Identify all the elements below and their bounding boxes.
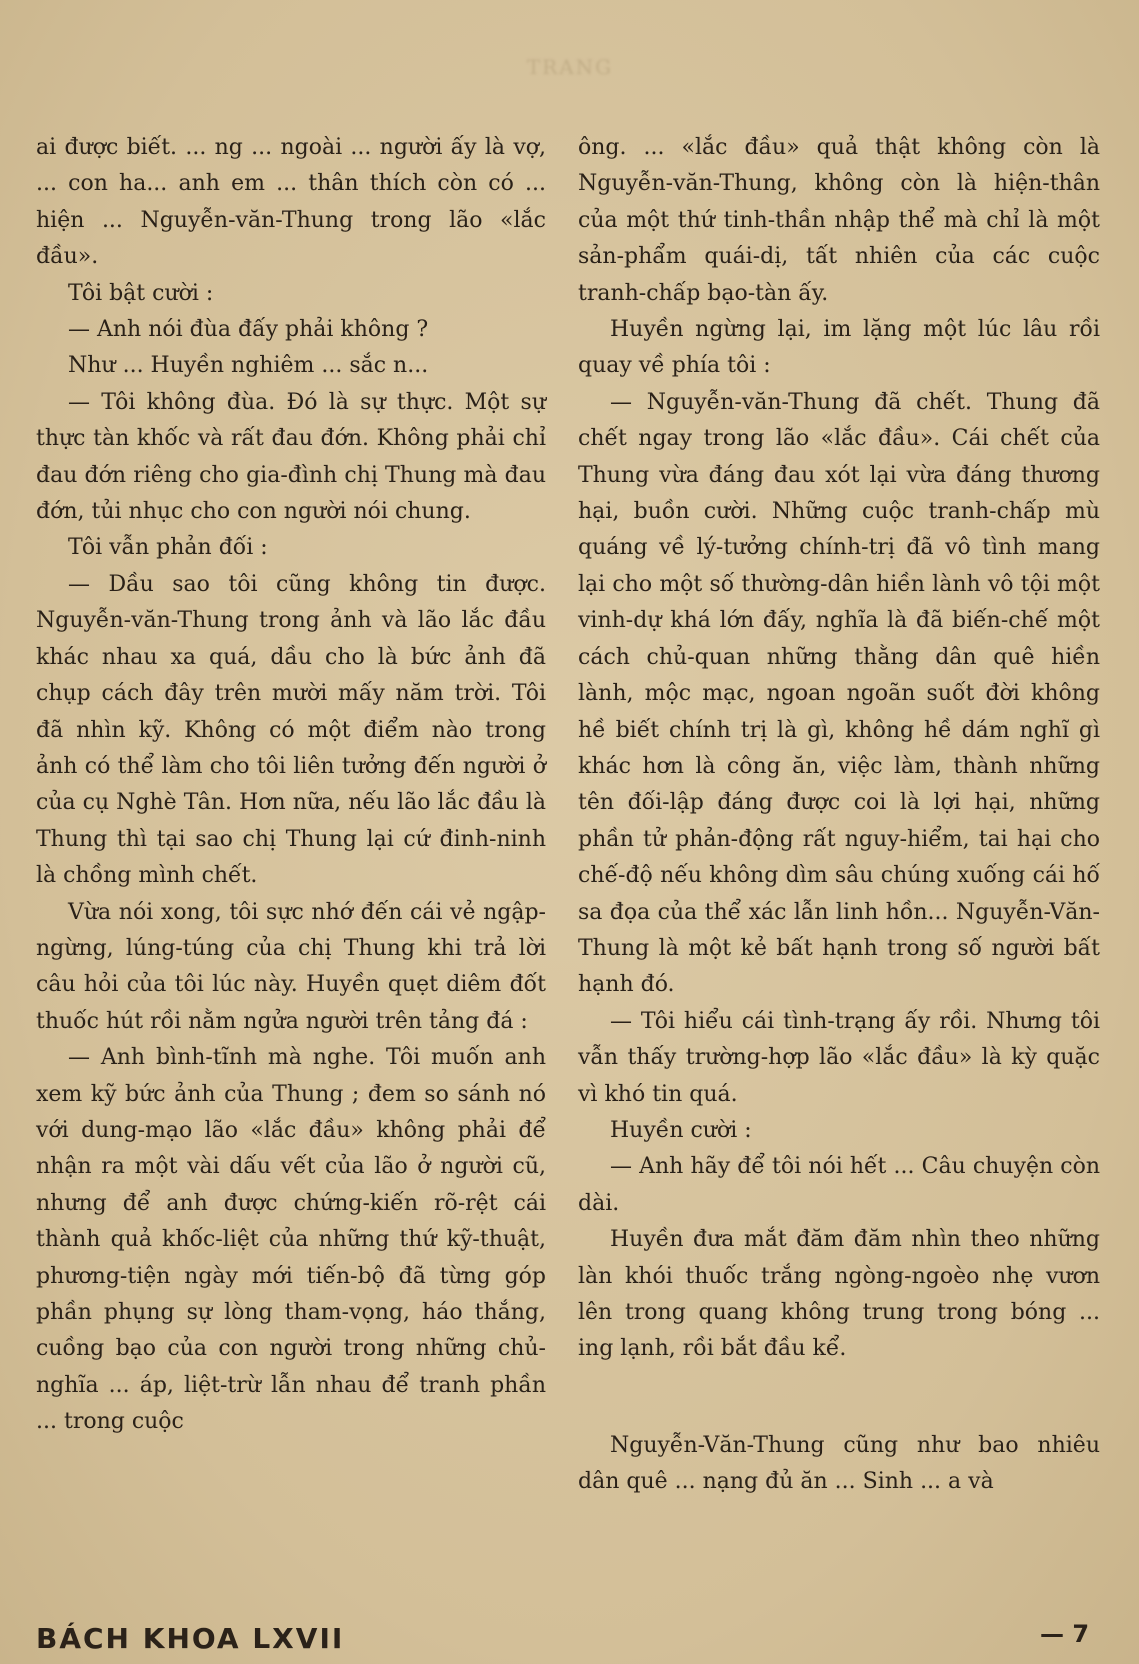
left-paragraph-9: — Anh bình-tĩnh mà nghe. Tôi muốn anh xem kỹ bức ảnh của Thung ; đem so sánh nó với dung-mạo lão «lắc đầu» không phải để nhận ra một vài dấu vết của lão ở người cũ, nhưng để anh được chứng-kiến rõ-rệt cái thành quả khốc-liệt của những thứ kỹ-thuật, phương-tiện ngày mới tiến-bộ đã từng góp phần phụng sự lòng tham-vọng, háo thắng, cuồng bạo của con người trong những chủ-nghĩa ... áp, liệt-trừ lẫn nhau để tranh phần ... trong cuộc	[36, 1045, 546, 1435]
header-mark: TRANG	[526, 55, 614, 79]
left-paragraph-8: Vừa nói xong, tôi sực nhớ đến cái vẻ ngập-ngừng, lúng-túng của chị Thung khi trả lời câu hỏi của tôi lúc này. Huyền quẹt diêm đốt thuốc hút rồi nằm ngửa người trên tảng đá :	[36, 899, 546, 1034]
left-paragraph-7: — Dầu sao tôi cũng không tin được. Nguyễn-văn-Thung trong ảnh và lão lắc đầu khác nhau xa quá, dầu cho là bức ảnh đã chụp cách đây trên mười mấy năm trời. Tôi đã nhìn kỹ. Không có một điểm nào trong ảnh có thể làm cho tôi liên tưởng đến người ở của cụ Nghè Tân. Hơn nữa, nếu lão lắc đầu là Thung thì tại sao chị Thung lại cứ đinh-ninh là chồng mình chết.	[36, 571, 546, 889]
right-paragraph-8: Nguyễn-Văn-Thung cũng như bao nhiêu dân quê ... nạng đủ ăn ... Sinh ... a và	[578, 1432, 1100, 1495]
right-paragraph-6: — Anh hãy để tôi nói hết ... Câu chuyện còn dài.	[578, 1154, 1100, 1216]
left-column	[36, 130, 546, 1441]
left-paragraph-6: Tôi vẫn phản đối :	[68, 535, 268, 561]
page-number: — 7	[1040, 1620, 1090, 1648]
left-paragraph-5: — Tôi không đùa. Đó là sự thực. Một sự thực tàn khốc và rất đau đớn. Không phải chỉ đau đớn riêng cho gia-đình chị Thung mà đau đớn, tủi nhục cho con người nói chung.	[36, 389, 546, 525]
right-paragraph-4: — Tôi hiểu cái tình-trạng ấy rồi. Nhưng tôi vẫn thấy trường-hợp lão «lắc đầu» là kỳ quặc vì khó tin quá.	[578, 1008, 1100, 1107]
left-paragraph-4: Như ... Huyền nghiêm ... sắc n...	[68, 353, 429, 379]
right-paragraph-5: Huyền cười :	[610, 1117, 752, 1143]
right-paragraph-2: Huyền ngừng lại, im lặng một lúc lâu rồi quay về phía tôi :	[578, 317, 1100, 379]
left-paragraph-1: ai được biết. ... ng ... ngoài ... người ấy là vợ, ... con ha... anh em ... thân thích còn có ... hiện ... Nguyễn-văn-Thung trong lão «lắc đầu».	[36, 135, 546, 270]
left-paragraph-2: Tôi bật cười :	[68, 280, 214, 306]
magazine-footer-title: BÁCH KHOA LXVII	[36, 1622, 345, 1655]
right-paragraph-1: ông. ... «lắc đầu» quả thật không còn là Nguyễn-văn-Thung, không còn là hiện-thân của một thứ tinh-thần nhập thể mà chỉ là một sản-phẩm quái-dị, tất nhiên của các cuộc tranh-chấp bạo-tàn ấy.	[578, 135, 1100, 306]
right-paragraph-3: — Nguyễn-văn-Thung đã chết. Thung đã chết ngay trong lão «lắc đầu». Cái chết của Thung vừa đáng đau xót lại vừa đáng thương hại, buồn cười. Những cuộc tranh-chấp mù quáng về lý-tưởng chính-trị đã vô tình mang lại cho một số thường-dân hiền lành vô tội một vinh-dự khá lớn đấy, nghĩa là đã biến-chế một cách chủ-quan những thằng dân quê hiền lành, mộc mạc, ngoan ngoãn suốt đời không hề biết chính trị là gì, không hề dám nghĩ gì khác hơn là công ăn, việc làm, thành những tên đối-lập đáng được coi là lợi hại, những phần tử phản-động rất nguy-hiểm, tai hại cho chế-độ nếu không dìm sâu chúng xuống cái hố sa đọa của thể xác lẫn linh hồn... Nguyễn-Văn-Thung là một kẻ bất hạnh trong số người bất hạnh đó.	[578, 389, 1100, 998]
right-paragraph-7: Huyền đưa mắt đăm đăm nhìn theo những làn khói thuốc trắng ngòng-ngoèo nhẹ vươn lên trong quang không trung trong bóng ... ing lạnh, rồi bắt đầu kể.	[578, 1227, 1100, 1362]
left-paragraph-3: — Anh nói đùa đấy phải không ?	[68, 317, 429, 343]
right-column	[578, 130, 1100, 1501]
